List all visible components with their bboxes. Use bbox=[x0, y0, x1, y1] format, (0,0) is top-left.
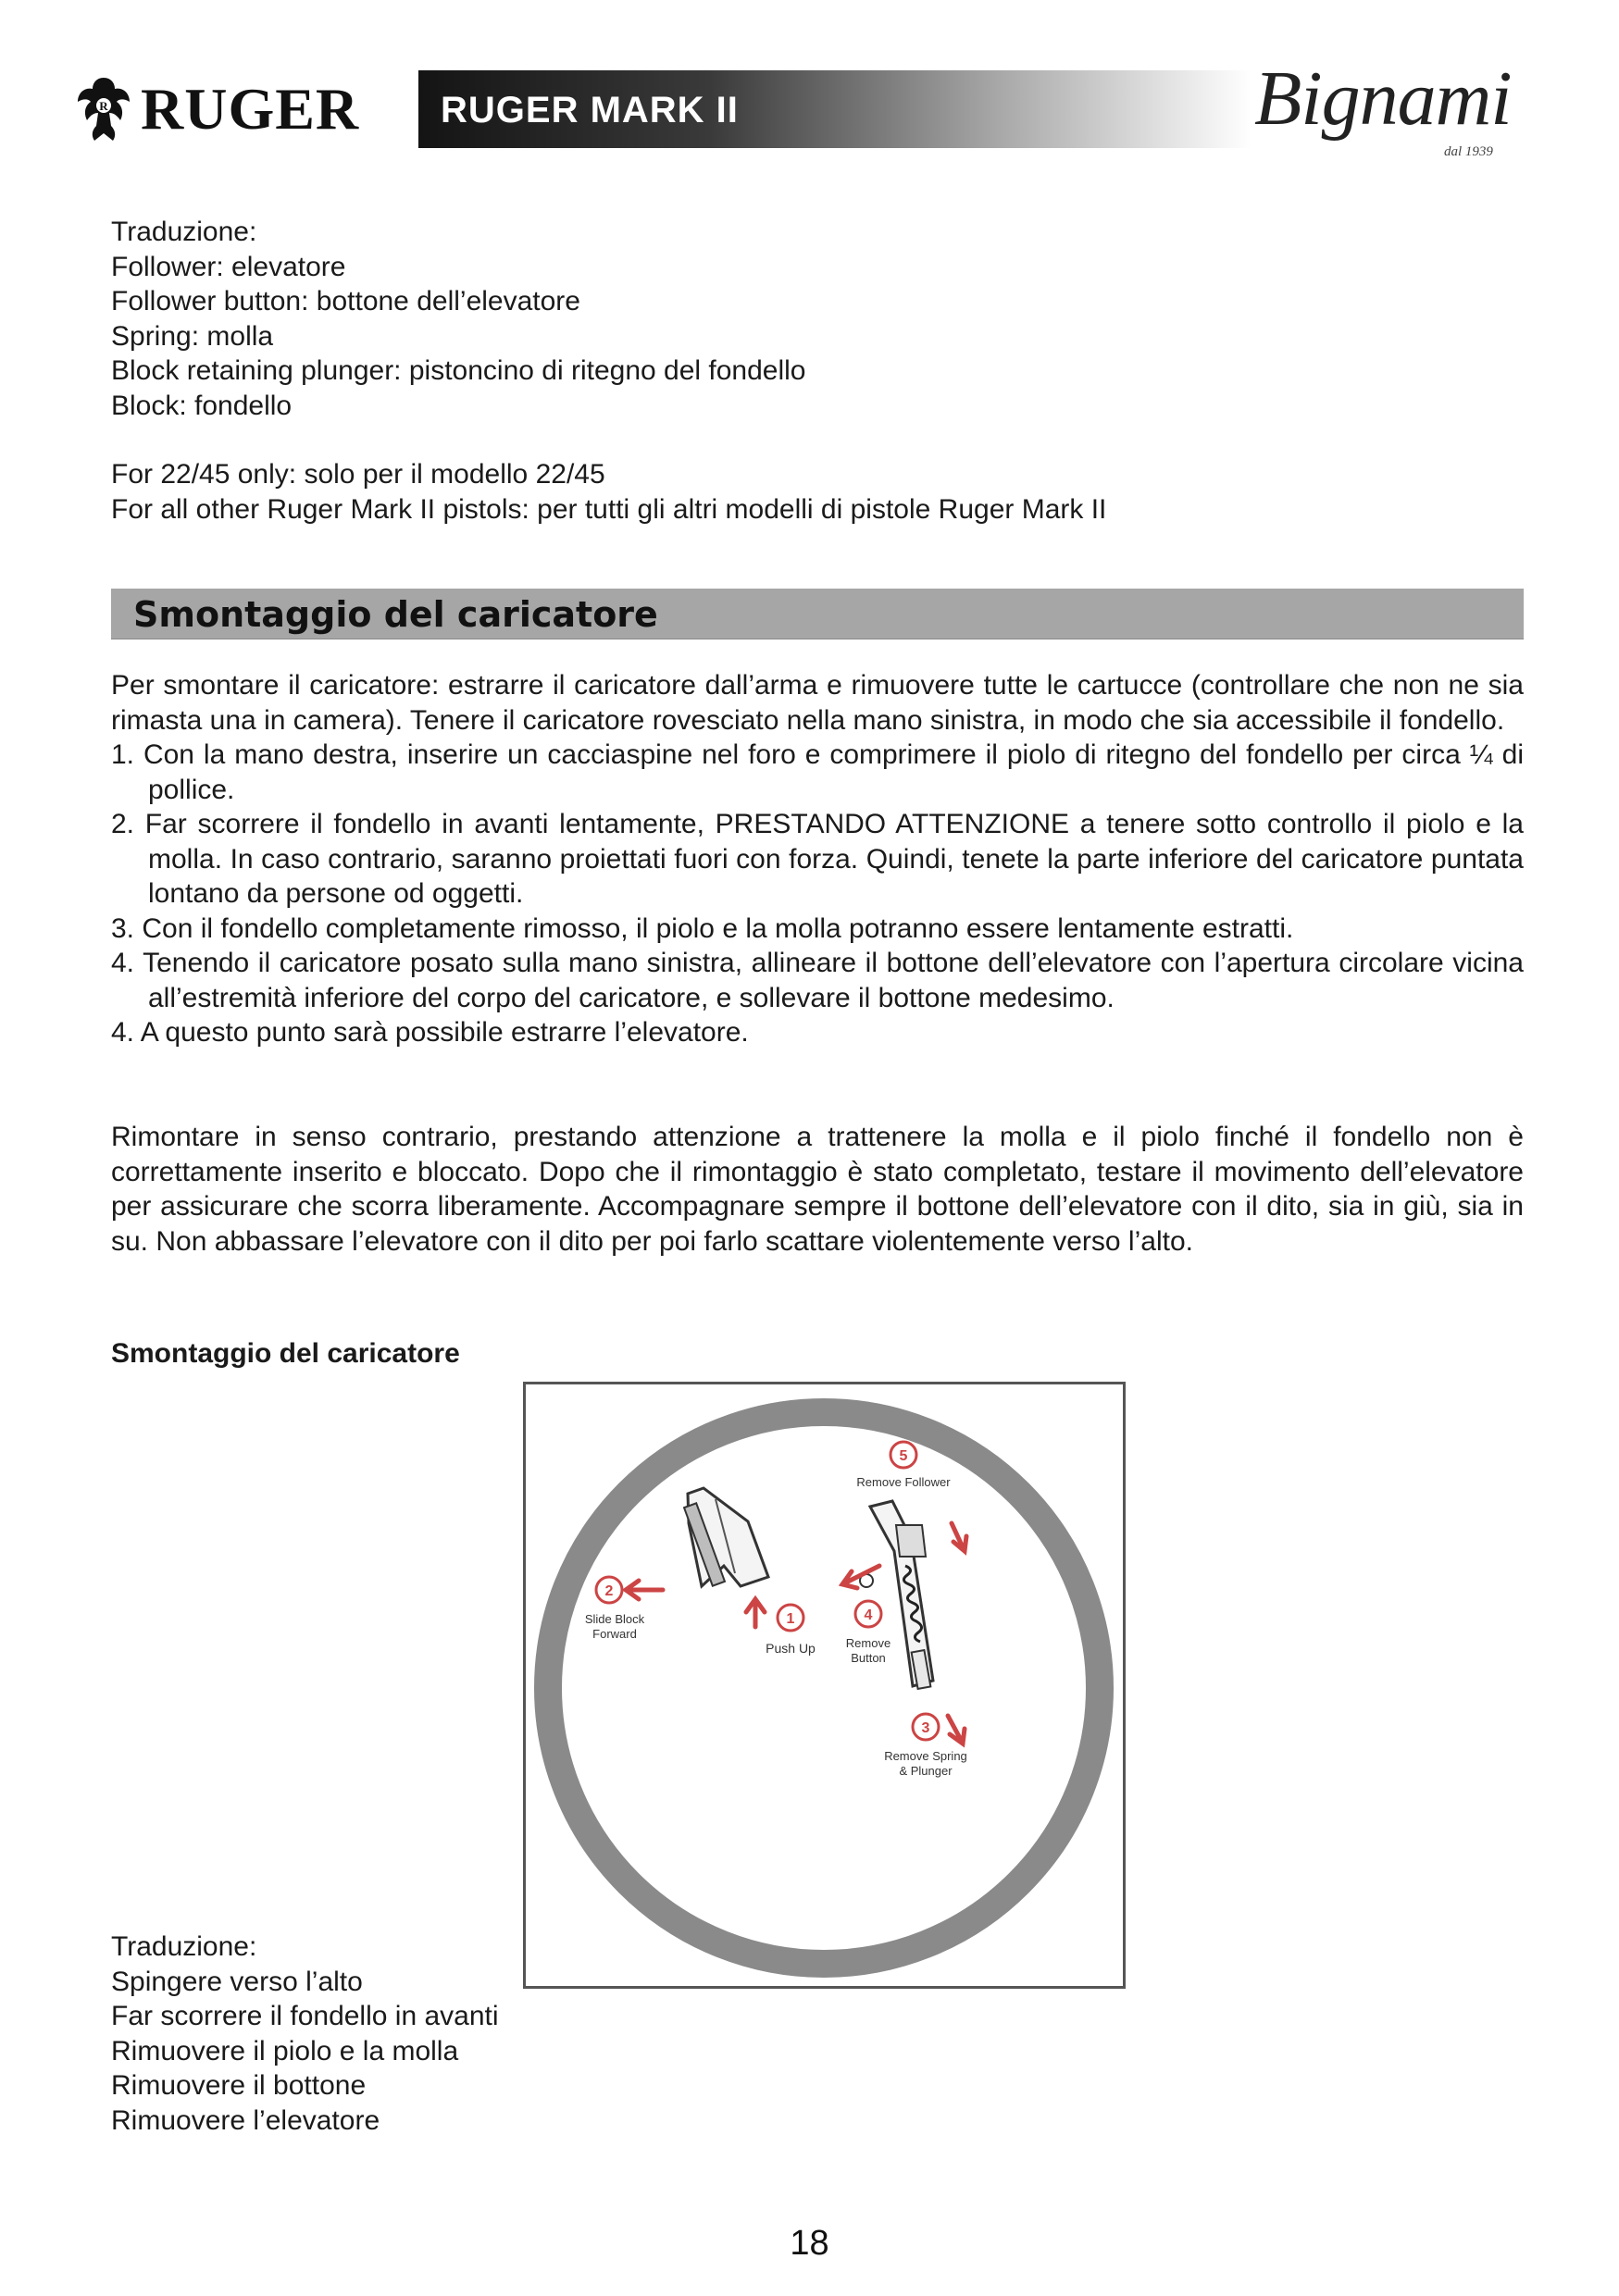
page-number: 18 bbox=[790, 2224, 829, 2263]
page-header bbox=[0, 0, 1619, 185]
reassembly-paragraph: Rimontare in senso contrario, prestando attenzione a trattenere la molla e il piolo finché il fondello non è correttamente inserito e bloccato. Dopo che il rimontaggio è stato completato, testare il movimento dell’elevatore per assicurare che scorra liberamente. Accompagnare sempre il bottone dell’elevatore con il dito, sia in giù, sia in su. Non abbassare l’elevatore con il dito per poi farlo scattare violentemente verso l’alto. bbox=[111, 1122, 1524, 1257]
callout-4-number: 4 bbox=[864, 1607, 873, 1623]
ruger-eagle-emblem-icon bbox=[74, 74, 133, 144]
bignami-logo bbox=[1254, 48, 1532, 178]
glossary-line: Block: fondello bbox=[111, 390, 293, 421]
callout-1-label: Push Up bbox=[766, 1641, 816, 1656]
step-item: 2. Far scorrere il fondello in avanti lentamente, PRESTANDO ATTENZIONE a tenere sotto controllo il piolo e la molla. In caso contrario, saranno proiettati fuori con forza. Quindi, tenete la parte inferiore del caricatore puntata lontano da persone od oggetti. bbox=[111, 809, 1524, 909]
steps-list bbox=[111, 738, 1524, 1050]
figure-caption: Smontaggio del caricatore bbox=[111, 1338, 460, 1369]
glossary-line: Follower button: bottone dell’elevatore bbox=[111, 286, 580, 316]
model-note: For all other Ruger Mark II pistols: per tutti gli altri modelli di pistole Ruger Mark II bbox=[111, 493, 1107, 525]
model-note: For 22/45 only: solo per il modello 22/45 bbox=[111, 459, 605, 490]
callout-4-label-line-1: Remove bbox=[845, 1636, 891, 1650]
step-item: 3. Con il fondello completamente rimosso, il piolo e la molla potranno essere lentamente estratti. bbox=[111, 912, 1294, 944]
figure-translation bbox=[111, 1930, 499, 2138]
step-item: 4. Tenendo il caricatore posato sulla mano sinistra, allineare il bottone dell’elevatore con l’apertura circolare vicina all’estremità inferiore del corpo del caricatore, e sollevare il bottone medesimo. bbox=[111, 948, 1524, 1013]
ruger-wordmark: RUGER bbox=[141, 76, 360, 142]
callout-3-number: 3 bbox=[921, 1720, 930, 1736]
callout-2-number: 2 bbox=[604, 1583, 614, 1599]
header-title-bar bbox=[418, 70, 1252, 148]
callout-3-label-line-2: & Plunger bbox=[899, 1764, 953, 1778]
glossary-line: Block retaining plunger: pistoncino di ritegno del fondello bbox=[111, 355, 806, 386]
figure-drawing bbox=[526, 1384, 1123, 1986]
callout-5-number: 5 bbox=[899, 1448, 908, 1464]
callout-3-label-line-1: Remove Spring bbox=[884, 1749, 967, 1763]
section-heading: Smontaggio del caricatore bbox=[133, 594, 658, 635]
instructions bbox=[111, 668, 1524, 1050]
figure-ring bbox=[548, 1412, 1100, 1964]
ruger-logo bbox=[74, 74, 398, 148]
section-heading-bar bbox=[111, 589, 1524, 639]
step-item: 4. A questo punto sarà possibile estrarre l’elevatore. bbox=[111, 1017, 749, 1048]
callout-2-label-line-1: Slide Block bbox=[584, 1612, 645, 1626]
intro-paragraph: Per smontare il caricatore: estrarre il caricatore dall’arma e rimuovere tutte le cartucce (controllare che non ne sia rimasta una in camera). Tenere il caricatore rovesciato nella mano sinistra, in modo che sia accessibile il fondello. bbox=[111, 670, 1524, 736]
model-notes bbox=[111, 457, 1524, 527]
translation-glossary bbox=[111, 215, 1524, 423]
translation-line: Rimuovere l’elevatore bbox=[111, 2104, 380, 2136]
step-item: 1. Con la mano destra, inserire un cacciaspine nel foro e comprimere il piolo di ritegno del fondello per circa ¼ di pollice. bbox=[111, 739, 1524, 805]
glossary-line: Traduzione: bbox=[111, 217, 257, 247]
glossary-line: Follower: elevatore bbox=[111, 251, 346, 282]
svg-text:R: R bbox=[99, 99, 108, 113]
glossary-line: Spring: molla bbox=[111, 320, 274, 352]
callout-5-label: Remove Follower bbox=[856, 1475, 951, 1489]
callout-2-label-line-2: Forward bbox=[592, 1627, 637, 1641]
callout-4-label-line-2: Button bbox=[851, 1651, 886, 1665]
translation-line: Rimuovere il piolo e la molla bbox=[111, 2035, 459, 2066]
translation-line: Spingere verso l’alto bbox=[111, 1966, 363, 1997]
translation-line: Traduzione: bbox=[111, 1931, 257, 1962]
bignami-since: dal 1939 bbox=[1444, 144, 1493, 159]
magazine-disassembly-figure bbox=[523, 1382, 1126, 1989]
translation-line: Rimuovere il bottone bbox=[111, 2070, 367, 2101]
callout-1-number: 1 bbox=[786, 1611, 795, 1627]
translation-line: Far scorrere il fondello in avanti bbox=[111, 2001, 499, 2031]
bignami-wordmark: Bignami bbox=[1254, 56, 1512, 142]
header-title: RUGER MARK II bbox=[441, 90, 739, 130]
